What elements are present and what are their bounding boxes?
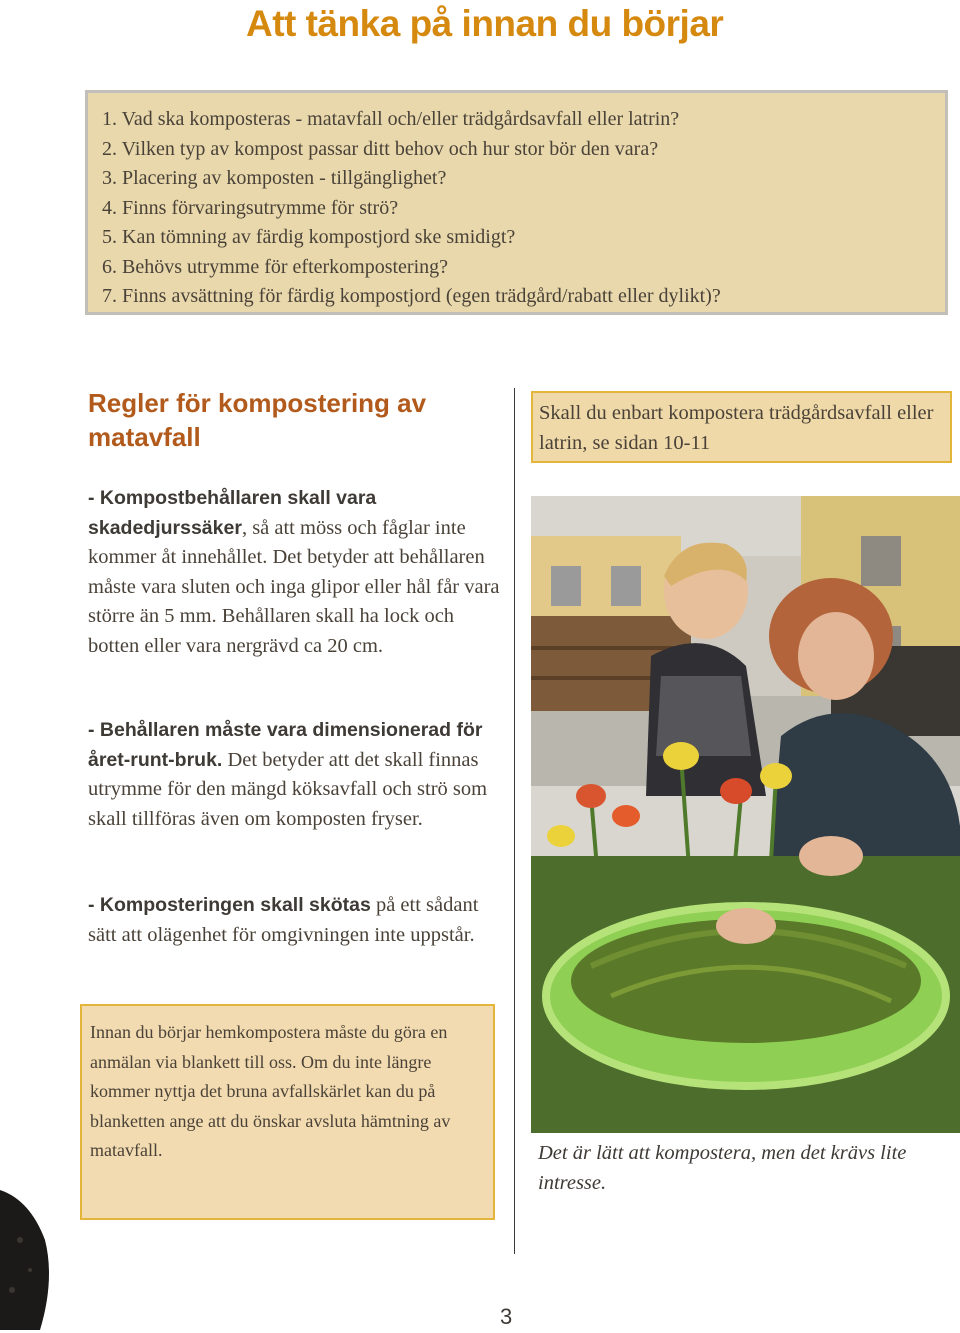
checklist-item: 7. Finns avsättning för färdig kompostjord (egen trädgård/rabatt eller dylikt)?: [102, 285, 721, 307]
registration-note-box: Innan du börjar hemkompostera måste du göra en anmälan via blankett till oss. Om du inte längre kommer nyttja det bruna avfallskärlet kan du på blanketten ange att du önskar avsluta hämtning av matavfall.: [80, 1004, 495, 1220]
checklist-item: 4. Finns förvaringsutrymme för strö?: [102, 196, 399, 219]
rule-paragraph: [88, 891, 506, 950]
checklist-item: 6. Behövs utrymme för efterkompostering?: [102, 255, 449, 278]
rule-paragraph: [88, 484, 506, 661]
garden-waste-info-box: Skall du enbart kompostera trädgårdsavfall eller latrin, se sidan 10-11: [531, 391, 952, 463]
rule-paragraph: [88, 716, 506, 834]
soil-pile-graphic: [0, 1180, 60, 1330]
photo-caption: Det är lätt att kompostera, men det krävs lite intresse.: [538, 1142, 907, 1194]
checklist-item: 2. Vilken typ av kompost passar ditt behov och hur stor bör den vara?: [102, 137, 659, 160]
rules-heading: Regler för kompostering av matavfall: [88, 388, 427, 452]
rule-text: Det betyder att det skall finnas utrymme för den mängd köksavfall och strö som skall tillföras även om komposten fryser.: [88, 748, 488, 830]
composting-photo: [531, 496, 960, 1133]
checklist-item: 5. Kan tömning av färdig kompostjord ske smidigt?: [102, 226, 516, 248]
rule-lead: - Behållaren måste vara dimensionerad för året-runt-bruk.: [88, 719, 483, 771]
rule-text: , så att möss och fåglar inte kommer åt innehållet. Det betyder att behållaren måste vara sluten och inga glipor eller hål får vara större än 5 mm. Behållaren skall ha lock och botten eller vara nergrävd ca 20 cm.: [88, 516, 500, 657]
page-title: Att tänka på innan du börjar: [246, 3, 724, 44]
checklist-box: [85, 90, 948, 315]
page-number: 3: [500, 1304, 513, 1329]
rule-lead: - Komposteringen skall skötas: [88, 894, 371, 916]
checklist-item: 1. Vad ska komposteras - matavfall och/eller trädgårdsavfall eller latrin?: [102, 108, 680, 130]
rule-text: på ett sådant sätt att olägenhet för omgivningen inte uppstår.: [88, 894, 479, 946]
column-divider: [514, 388, 515, 1254]
checklist-item: 3. Placering av komposten - tillgänglighet?: [102, 167, 447, 189]
rule-lead: - Kompostbehållaren skall vara skadedjurssäker: [88, 487, 377, 539]
